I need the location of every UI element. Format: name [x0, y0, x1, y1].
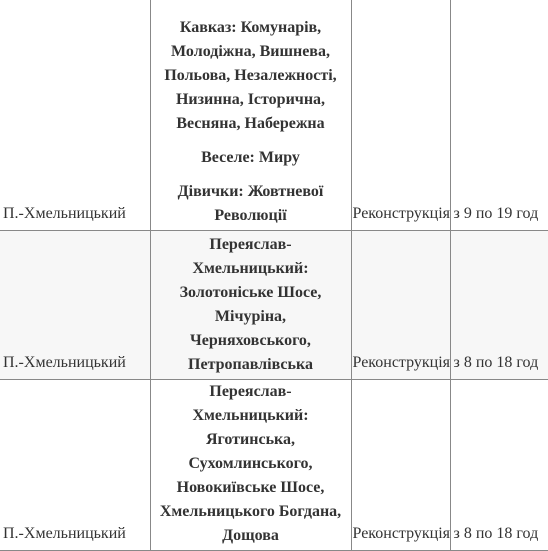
time-cell: з 8 по 18 год: [450, 230, 548, 379]
city-cell: П.-Хмельницький: [0, 379, 150, 550]
address-group: Веселе: Миру: [201, 148, 300, 166]
table-row: [0, 230, 548, 379]
addresses-cell: [150, 230, 351, 379]
work-type-cell: Реконструкція: [351, 230, 450, 379]
table-row: [0, 0, 548, 230]
address-group: Переяслав-Хмельницький: Золотоніське Шосе, Мічуріна, Черняховського, Петропавлівська: [179, 235, 322, 373]
addresses-cell: [150, 379, 351, 550]
address-group: Кавказ: Комунарів, Молодіжна, Вишнева, Польова, Незалежності, Низинна, Історична, Весняна, Набережна: [164, 18, 337, 132]
address-group: Переяслав-Хмельницький: Яготинська, Сухомлинського, Новокиївське Шосе, Хмельницького Богдана, Дощова: [159, 382, 342, 544]
time-cell: з 8 по 18 год: [450, 379, 548, 550]
city-cell: П.-Хмельницький: [0, 0, 150, 230]
addresses-cell: [150, 0, 351, 230]
work-type-cell: Реконструкція: [351, 379, 450, 550]
time-cell: з 9 по 19 год: [450, 0, 548, 230]
work-type-cell: Реконструкція: [351, 0, 450, 230]
address-group: Дівички: Жовтневої Революції: [177, 182, 324, 224]
table-row: [0, 379, 548, 550]
city-cell: П.-Хмельницький: [0, 230, 150, 379]
